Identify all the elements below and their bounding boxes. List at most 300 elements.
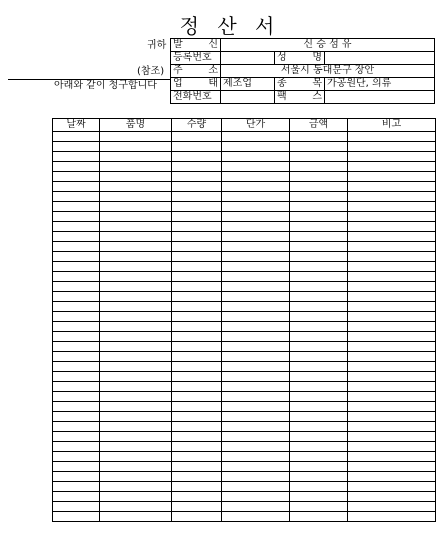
ledger-row xyxy=(53,352,436,362)
ledger-cell xyxy=(172,282,222,292)
ledger-cell xyxy=(290,452,348,462)
ledger-cell xyxy=(222,332,290,342)
ledger-cell xyxy=(222,502,290,512)
ledger-cell xyxy=(290,252,348,262)
ledger-cell xyxy=(53,162,100,172)
ledger-cell xyxy=(222,462,290,472)
ledger-row xyxy=(53,322,436,332)
ledger-cell xyxy=(100,412,172,422)
ledger-cell xyxy=(348,362,436,372)
ledger-cell xyxy=(172,442,222,452)
ledger-cell xyxy=(172,212,222,222)
ledger-cell xyxy=(348,202,436,212)
ledger-cell xyxy=(290,302,348,312)
ledger-cell xyxy=(222,352,290,362)
ledger-row xyxy=(53,442,436,452)
ledger-cell xyxy=(290,362,348,372)
ledger-cell xyxy=(100,422,172,432)
ledger-row xyxy=(53,192,436,202)
ledger-cell xyxy=(53,342,100,352)
ledger-row xyxy=(53,302,436,312)
ledger-cell xyxy=(290,472,348,482)
ledger-cell xyxy=(172,242,222,252)
ledger-cell xyxy=(172,382,222,392)
ledger-cell xyxy=(53,502,100,512)
ledger-cell xyxy=(348,222,436,232)
ledger-cell xyxy=(348,252,436,262)
ledger-row xyxy=(53,312,436,322)
ledger-cell xyxy=(348,382,436,392)
ledger-cell xyxy=(348,422,436,432)
ledger-cell xyxy=(53,172,100,182)
ledger-row xyxy=(53,272,436,282)
document-title: 정 산 서 xyxy=(179,14,281,38)
ledger-cell xyxy=(348,182,436,192)
ledger-cell xyxy=(100,352,172,362)
ledger-cell xyxy=(172,192,222,202)
ledger-cell xyxy=(100,192,172,202)
ledger-cell xyxy=(172,332,222,342)
ledger-cell xyxy=(290,492,348,502)
ledger-row xyxy=(53,382,436,392)
ledger-cell xyxy=(172,462,222,472)
ledger-cell xyxy=(172,452,222,462)
ledger-cell xyxy=(53,252,100,262)
ledger-cell xyxy=(348,282,436,292)
ledger-cell xyxy=(348,412,436,422)
ledger-cell xyxy=(172,222,222,232)
ledger-cell xyxy=(53,412,100,422)
ledger-cell xyxy=(290,212,348,222)
ledger-cell xyxy=(348,142,436,152)
ledger-cell xyxy=(100,242,172,252)
ledger-cell xyxy=(100,292,172,302)
ledger-cell xyxy=(172,262,222,272)
ledger-cell xyxy=(172,172,222,182)
ledger-row xyxy=(53,462,436,472)
ledger-row xyxy=(53,182,436,192)
ledger-cell xyxy=(53,132,100,142)
ledger-cell xyxy=(53,212,100,222)
ledger-cell xyxy=(348,342,436,352)
ledger-cell xyxy=(172,472,222,482)
ledger-cell xyxy=(290,262,348,272)
ledger-cell xyxy=(172,502,222,512)
ledger-cell xyxy=(100,342,172,352)
ledger-cell xyxy=(100,262,172,272)
column-header-quantity: 수량 xyxy=(172,119,222,132)
ledger-cell xyxy=(290,282,348,292)
ledger-row xyxy=(53,162,436,172)
ledger-cell xyxy=(290,442,348,452)
ledger-row xyxy=(53,232,436,242)
ledger-cell xyxy=(100,312,172,322)
ledger-cell xyxy=(222,452,290,462)
ledger-row xyxy=(53,262,436,272)
ledger-cell xyxy=(290,432,348,442)
ledger-cell xyxy=(53,442,100,452)
ledger-row xyxy=(53,502,436,512)
ledger-cell xyxy=(348,392,436,402)
ledger-cell xyxy=(222,422,290,432)
business-type-label: 업 태 xyxy=(171,78,221,91)
ledger-cell xyxy=(222,152,290,162)
ledger-cell xyxy=(172,342,222,352)
ledger-cell xyxy=(172,402,222,412)
ledger-row xyxy=(53,332,436,342)
ledger-cell xyxy=(53,352,100,362)
ledger-cell xyxy=(290,322,348,332)
ledger-cell xyxy=(222,162,290,172)
ledger-cell xyxy=(290,152,348,162)
ledger-cell xyxy=(290,392,348,402)
ledger-cell xyxy=(100,252,172,262)
ledger-row xyxy=(53,142,436,152)
ledger-row xyxy=(53,362,436,372)
ledger-cell xyxy=(222,402,290,412)
ledger-cell xyxy=(290,192,348,202)
ledger-cell xyxy=(100,162,172,172)
ledger-cell xyxy=(222,232,290,242)
ledger-cell xyxy=(222,252,290,262)
ledger-cell xyxy=(290,342,348,352)
ledger-cell xyxy=(172,412,222,422)
ledger-cell xyxy=(348,442,436,452)
ledger-cell xyxy=(100,382,172,392)
sender-row xyxy=(171,39,435,52)
ledger-cell xyxy=(290,312,348,322)
ledger-cell xyxy=(172,512,222,522)
ledger-cell xyxy=(53,332,100,342)
ledger-cell xyxy=(172,312,222,322)
ledger-cell xyxy=(100,172,172,182)
ledger-cell xyxy=(100,302,172,312)
ledger-cell xyxy=(222,142,290,152)
ledger-cell xyxy=(100,202,172,212)
ledger-cell xyxy=(348,462,436,472)
ledger-cell xyxy=(222,172,290,182)
ledger-cell xyxy=(222,482,290,492)
ledger-cell xyxy=(53,482,100,492)
ledger-cell xyxy=(172,392,222,402)
address-row xyxy=(171,65,435,78)
ledger-row xyxy=(53,412,436,422)
underline-divider xyxy=(8,79,170,80)
reference-label: (참조) xyxy=(137,66,165,77)
ledger-cell xyxy=(290,272,348,282)
ledger-cell xyxy=(348,492,436,502)
ledger-cell xyxy=(222,302,290,312)
ledger-cell xyxy=(53,312,100,322)
ledger-row xyxy=(53,222,436,232)
ledger-cell xyxy=(100,232,172,242)
ledger-cell xyxy=(222,392,290,402)
ledger-cell xyxy=(100,452,172,462)
ledger-cell xyxy=(222,192,290,202)
ledger-cell xyxy=(222,262,290,272)
ledger-cell xyxy=(348,332,436,342)
ledger-cell xyxy=(172,272,222,282)
ledger-cell xyxy=(53,372,100,382)
ledger-cell xyxy=(53,272,100,282)
ledger-cell xyxy=(348,132,436,142)
ledger-cell xyxy=(290,402,348,412)
ledger-cell xyxy=(100,322,172,332)
ledger-cell xyxy=(100,212,172,222)
sender-value: 신 승 섬 유 xyxy=(221,39,435,52)
ledger-cell xyxy=(100,282,172,292)
ledger-cell xyxy=(172,352,222,362)
ledger-cell xyxy=(290,422,348,432)
ledger-cell xyxy=(172,162,222,172)
ledger-cell xyxy=(222,282,290,292)
ledger-cell xyxy=(348,402,436,412)
ledger-cell xyxy=(100,222,172,232)
ledger-cell xyxy=(100,432,172,442)
ledger-cell xyxy=(290,292,348,302)
ledger-cell xyxy=(172,372,222,382)
ledger-cell xyxy=(172,322,222,332)
ledger-cell xyxy=(348,372,436,382)
ledger-cell xyxy=(222,182,290,192)
ledger-row xyxy=(53,402,436,412)
column-header-amount: 금액 xyxy=(290,119,348,132)
ledger-row xyxy=(53,252,436,262)
ledger-cell xyxy=(53,192,100,202)
ledger-cell xyxy=(290,372,348,382)
ledger-cell xyxy=(53,452,100,462)
ledger-cell xyxy=(290,482,348,492)
ledger-cell xyxy=(172,202,222,212)
ledger-cell xyxy=(222,412,290,422)
ledger-header-row xyxy=(53,119,436,132)
ledger-cell xyxy=(53,392,100,402)
ledger-cell xyxy=(348,472,436,482)
ledger-cell xyxy=(348,192,436,202)
ledger-cell xyxy=(100,372,172,382)
ledger-cell xyxy=(172,232,222,242)
ledger-cell xyxy=(222,202,290,212)
honorific: 귀하 xyxy=(147,40,167,51)
ledger-cell xyxy=(222,312,290,322)
ledger-cell xyxy=(172,362,222,372)
business-row xyxy=(171,78,435,91)
ledger-row xyxy=(53,292,436,302)
ledger-cell xyxy=(222,272,290,282)
address-label: 주 소 xyxy=(171,65,221,78)
ledger-cell xyxy=(100,492,172,502)
ledger-row xyxy=(53,372,436,382)
ledger-cell xyxy=(172,252,222,262)
ledger-row xyxy=(53,492,436,502)
ledger-cell xyxy=(53,322,100,332)
ledger-cell xyxy=(100,392,172,402)
column-header-remarks: 비고 xyxy=(348,119,436,132)
ledger-cell xyxy=(172,182,222,192)
ledger-cell xyxy=(53,142,100,152)
ledger-cell xyxy=(348,292,436,302)
ledger-cell xyxy=(53,232,100,242)
ledger-cell xyxy=(222,432,290,442)
ledger-cell xyxy=(348,502,436,512)
ledger-cell xyxy=(172,482,222,492)
reg-name-row xyxy=(171,52,435,65)
ledger-cell xyxy=(100,462,172,472)
ledger-cell xyxy=(222,372,290,382)
ledger-cell xyxy=(172,302,222,312)
ledger-cell xyxy=(53,432,100,442)
ledger-cell xyxy=(348,302,436,312)
ledger-cell xyxy=(172,492,222,502)
ledger-cell xyxy=(290,182,348,192)
ledger-cell xyxy=(100,182,172,192)
fax-value xyxy=(325,91,435,104)
ledger-cell xyxy=(290,332,348,342)
request-text: 아래와 같이 청구합니다 xyxy=(54,80,157,91)
ledger-cell xyxy=(53,182,100,192)
ledger-cell xyxy=(348,312,436,322)
ledger-row xyxy=(53,482,436,492)
ledger-cell xyxy=(100,152,172,162)
ledger-cell xyxy=(53,492,100,502)
ledger-cell xyxy=(222,382,290,392)
ledger-row xyxy=(53,512,436,522)
ledger-cell xyxy=(222,292,290,302)
ledger-cell xyxy=(290,242,348,252)
ledger-row xyxy=(53,152,436,162)
ledger-cell xyxy=(222,342,290,352)
ledger-cell xyxy=(53,402,100,412)
ledger-cell xyxy=(222,512,290,522)
phone-label: 전화번호 xyxy=(171,91,221,104)
ledger-cell xyxy=(290,512,348,522)
ledger-cell xyxy=(222,492,290,502)
ledger-cell xyxy=(290,412,348,422)
reg-no-label: 등록번호 xyxy=(171,52,221,65)
ledger-cell xyxy=(100,142,172,152)
ledger-cell xyxy=(222,322,290,332)
ledger-cell xyxy=(348,172,436,182)
ledger-cell xyxy=(100,272,172,282)
ledger-cell xyxy=(53,282,100,292)
ledger-cell xyxy=(53,292,100,302)
column-header-unit-price: 단가 xyxy=(222,119,290,132)
ledger-cell xyxy=(348,512,436,522)
item-label: 종 목 xyxy=(275,78,325,91)
phone-value xyxy=(221,91,275,104)
reg-no-value xyxy=(221,52,275,65)
ledger-cell xyxy=(348,162,436,172)
name-label: 성 명 xyxy=(275,52,325,65)
ledger-cell xyxy=(100,502,172,512)
ledger-cell xyxy=(53,512,100,522)
ledger-cell xyxy=(222,212,290,222)
ledger-cell xyxy=(100,332,172,342)
item-value: 가공원단, 의류 xyxy=(325,78,435,91)
sender-label: 발 신 xyxy=(171,39,221,52)
ledger-cell xyxy=(53,302,100,312)
address-value: 서울시 동대문구 장안 xyxy=(221,65,435,78)
ledger-cell xyxy=(290,222,348,232)
ledger-cell xyxy=(222,222,290,232)
ledger-cell xyxy=(100,512,172,522)
ledger-row xyxy=(53,432,436,442)
ledger-cell xyxy=(100,362,172,372)
ledger-cell xyxy=(53,362,100,372)
ledger-cell xyxy=(348,272,436,282)
ledger-cell xyxy=(348,212,436,222)
ledger-cell xyxy=(290,462,348,472)
ledger-cell xyxy=(290,172,348,182)
ledger-row xyxy=(53,212,436,222)
ledger-cell xyxy=(53,422,100,432)
ledger-cell xyxy=(53,472,100,482)
ledger-cell xyxy=(100,442,172,452)
ledger-cell xyxy=(222,442,290,452)
ledger-cell xyxy=(348,432,436,442)
ledger-cell xyxy=(53,462,100,472)
ledger-cell xyxy=(100,472,172,482)
business-type-value: 제조업 xyxy=(221,78,275,91)
name-value xyxy=(325,52,435,65)
ledger-cell xyxy=(172,132,222,142)
ledger-cell xyxy=(172,152,222,162)
ledger-cell xyxy=(348,452,436,462)
ledger-row xyxy=(53,342,436,352)
ledger-cell xyxy=(290,142,348,152)
ledger-cell xyxy=(348,352,436,362)
sender-info-table xyxy=(170,38,435,104)
ledger-cell xyxy=(348,152,436,162)
ledger-cell xyxy=(53,222,100,232)
column-header-date: 날짜 xyxy=(53,119,100,132)
ledger-cell xyxy=(222,242,290,252)
ledger-cell xyxy=(348,232,436,242)
ledger-table xyxy=(52,118,436,522)
ledger-cell xyxy=(290,132,348,142)
ledger-cell xyxy=(290,162,348,172)
ledger-row xyxy=(53,282,436,292)
contact-row xyxy=(171,91,435,104)
ledger-cell xyxy=(53,152,100,162)
ledger-cell xyxy=(290,502,348,512)
ledger-cell xyxy=(290,352,348,362)
ledger-row xyxy=(53,452,436,462)
ledger-row xyxy=(53,472,436,482)
ledger-cell xyxy=(222,472,290,482)
ledger-cell xyxy=(100,132,172,142)
ledger-cell xyxy=(348,482,436,492)
ledger-cell xyxy=(100,482,172,492)
ledger-row xyxy=(53,132,436,142)
column-header-item: 품명 xyxy=(100,119,172,132)
ledger-cell xyxy=(172,142,222,152)
ledger-cell xyxy=(53,382,100,392)
ledger-row xyxy=(53,422,436,432)
ledger-cell xyxy=(53,202,100,212)
ledger-cell xyxy=(348,322,436,332)
ledger-row xyxy=(53,172,436,182)
ledger-row xyxy=(53,242,436,252)
ledger-cell xyxy=(53,242,100,252)
ledger-cell xyxy=(53,262,100,272)
ledger-cell xyxy=(290,232,348,242)
ledger-cell xyxy=(222,132,290,142)
ledger-row xyxy=(53,392,436,402)
ledger-cell xyxy=(172,422,222,432)
fax-label: 팩 스 xyxy=(275,91,325,104)
ledger-cell xyxy=(172,432,222,442)
